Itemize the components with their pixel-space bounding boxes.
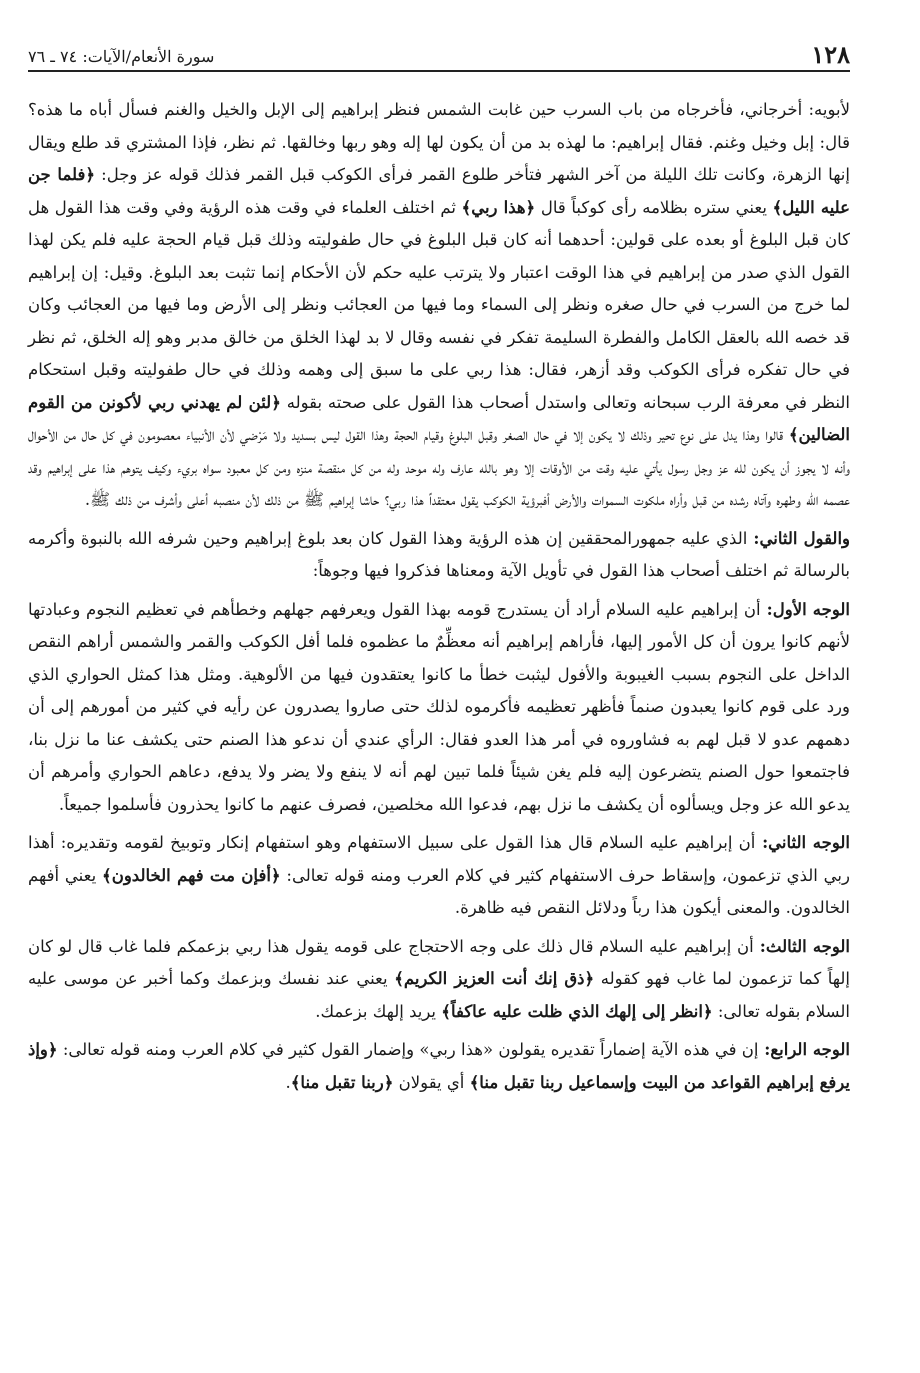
text-segment: أن إبراهيم عليه السلام قال ذلك على وجه الاحتجاج على قومه يقول هذا ربي بزعمكم فلما غاب قال لو كان إلهاً كما تزعمون لما غاب فهو كقوله [28, 936, 850, 988]
commentary-text [28, 94, 850, 1099]
text-segment: أن إبراهيم عليه السلام قال هذا القول على سبيل الاستفهام وهو استفهام إنكار وتوبيخ لقومه وتقديره: أهذا ربي الذي تزعمون، وإسقاط حرف الاستفهام كثير في كلام العرب ومنه قوله تعالى: [28, 833, 850, 885]
text-segment: أي يقولان [393, 1072, 470, 1092]
paragraph-first-opinion [28, 94, 850, 517]
page-number: ١٢٨ [811, 40, 850, 69]
text-segment: يعني أفهم الخالدون. والمعنى أيكون هذا رباً ودلائل النقص فيه ظاهرة. [28, 865, 850, 917]
quran-quote: ﴿انظر إلى إلهك الذي ظلت عليه عاكفاً﴾ [441, 1001, 713, 1021]
text-segment: الذي عليه جمهورالمحققين إن هذه الرؤية وهذا القول كان بعد بلوغ إبراهيم وحين شرفه الله بالنبوة وأكرمه بالرسالة ثم اختلف أصحاب هذا القول في تأويل الآية ومعناها فذكروا فيها وجوهاً: [28, 528, 850, 580]
quran-quote: ﴿هذا ربي﴾ [461, 197, 536, 217]
text-segment: إن في هذه الآية إضماراً تقديره يقولون «هذا ربي» وإضمار القول كثير في كلام العرب ومنه قوله تعالى: [57, 1040, 759, 1059]
surah-title: سورة الأنعام/الآيات: ٧٤ ـ ٧٦ [28, 47, 215, 66]
quran-quote: ﴿فلما جن عليه الليل﴾ [28, 165, 850, 217]
quran-quote: ﴿ذق إنك أنت العزيز الكريم﴾ [394, 969, 595, 988]
running-header [28, 38, 850, 72]
paragraph-second-opinion [28, 523, 850, 588]
section-lead: الوجه الثالث: [753, 936, 851, 956]
quran-quote: ﴿ربنا تقبل منا﴾ [290, 1072, 394, 1092]
text-segment: لأبويه: أخرجاني، فأخرجاه من باب السرب حين غابت الشمس فنظر إبراهيم إلى الإبل والخيل والغنم فسأل أباه ما هذه؟ قال: إبل وخيل وغنم. فقال إبراهيم: ما لهذه بد من أن يكون لها إله وهو ربها وخالقها. ثم نظر، فإذا المشتري قد طلع ويقال إنها الزهرة، وكانت تلك الليلة من آخر الشهر فتأخر طلوع القمر فرأى الكوكب قبل القمر فذلك قوله عز وجل: [28, 100, 850, 184]
quran-quote: ﴿لئن لم يهدني ربي لأكونن من القوم الضالين﴾ [28, 392, 850, 444]
paragraph-fourth-aspect [28, 1034, 850, 1099]
text-segment: قالوا وهذا يدل على نوع تحير وذلك لا يكون إلا في حال الصغر وقبل البلوغ وقيام الحجة وهذا القول ليس بسديد ولا مَرْضي لأن الأنبياء معصومون في كل حال من الأحوال وأنه لا يجوز أن يكون لله عز وجل رسول يأتي عليه وقت من الأوقات إلا وهو بالله عارف وله موحد وله من كل منقصة منزه ومن كل معبود سواه بريء وكيف يتوهم هذا على إبراهيم وقد عصمه الله وطهره وآتاه رشده من قبل وأراه ملكوت السموات والأرض أفبرؤية الكوكب يقول معتقداً هذا ربي؟ حاشا إبراهيم ﷺ من ذلك لأن منصبه أعلى وأشرف من ذلك ﷺ. [28, 425, 850, 509]
section-lead: الوجه الثاني: [755, 833, 850, 852]
quran-quote: ﴿أفإن مت فهم الخالدون﴾ [102, 865, 281, 885]
section-lead: والقول الثاني: [747, 528, 851, 548]
paragraph-third-aspect [28, 931, 850, 1029]
section-lead: الوجه الأول: [760, 599, 850, 619]
text-segment: أن إبراهيم عليه السلام أراد أن يستدرج قومه بهذا القول ويعرفهم جهلهم وخطأهم في تعظيم النجوم وعبادتها لأنهم كانوا يرون أن كل الأمور إليها، فأراهم إبراهيم أنه معظِّمٌ ما عظموه فلما أفل الكوكب والقمر والشمس أراهم النقص الداخل على النجوم بسبب الغيبوبة والأفول ليثبت خطأ ما كانوا يعتقدون فيها من الألوهية. ومثل هذا كمثل الحواري الذي ورد على قوم كانوا يعبدون صنماً فأظهر تعظيمه فأكرموه لذلك حتى صاروا يصدرون عن رأيه في كثير من أمورهم إلى أن دهمهم عدو لا قبل لهم به فشاوروه في أمر هذا العدو فقال: الرأي عندي أن ندعو هذا الصنم حتى يكشف عنا ما نزل بنا، فاجتمعوا حول الصنم يتضرعون إليه فلم يغن شيئاً فلما تبين لهم أنه لا ينفع ولا يضر ولا يدفع، دعاهم الحواري وأمرهم أن يدعو الله عز وجل ويسألوه أن يكشف ما نزل بهم، فدعوا الله مخلصين، فصرف عنهم ما كانوا يحذرون فأسلموا جميعاً. [28, 599, 850, 814]
paragraph-second-aspect [28, 827, 850, 925]
text-segment: ثم اختلف العلماء في وقت هذه الرؤية وفي وقت هذا القول هل كان قبل البلوغ أو بعده على قولين: أحدهما أنه كان قبل البلوغ في حال طفوليته وذلك قبل قيام الحجة عليه فلم يكن لهذا القول الذي صدر من إبراهيم في هذا الوقت اعتبار ولا يترتب عليه حكم لأن الأحكام إنما تثبت بعد البلوغ. وقيل: إن إبراهيم لما خرج من السرب في حال صغره ونظر إلى السماء وما فيها من العجائب ونظر إلى الأرض وما فيها من العجائب وكان قد خصه الله بالعقل الكامل والفطرة السليمة تفكر في نفسه وقال لا بد لهذا الخلق من خالق مدبر وهو إله الخلق، ثم نظر في حال تفكره فرأى الكوكب وقد أزهر، فقال: هذا ربي على ما سبق إلى وهمه وذلك في حال طفوليته وقبل استحكام النظر في معرفة الرب سبحانه وتعالى واستدل أصحاب هذا القول على صحته بقوله [28, 197, 850, 412]
quran-quote: ﴿وإذ يرفع إبراهيم القواعد من البيت وإسماعيل ربنا تقبل منا﴾ [28, 1040, 850, 1092]
text-segment: . [285, 1072, 291, 1092]
paragraph-first-aspect [28, 594, 850, 822]
text-segment: يعني ستره بظلامه رأى كوكباً قال [535, 197, 773, 217]
text-segment: يريد إلهك بزعمك. [315, 1001, 442, 1021]
text-segment: يعني عند نفسك وبزعمك وكما أخبر عن موسى عليه السلام بقوله تعالى: [28, 969, 850, 1021]
section-lead: الوجه الرابع: [758, 1040, 850, 1059]
